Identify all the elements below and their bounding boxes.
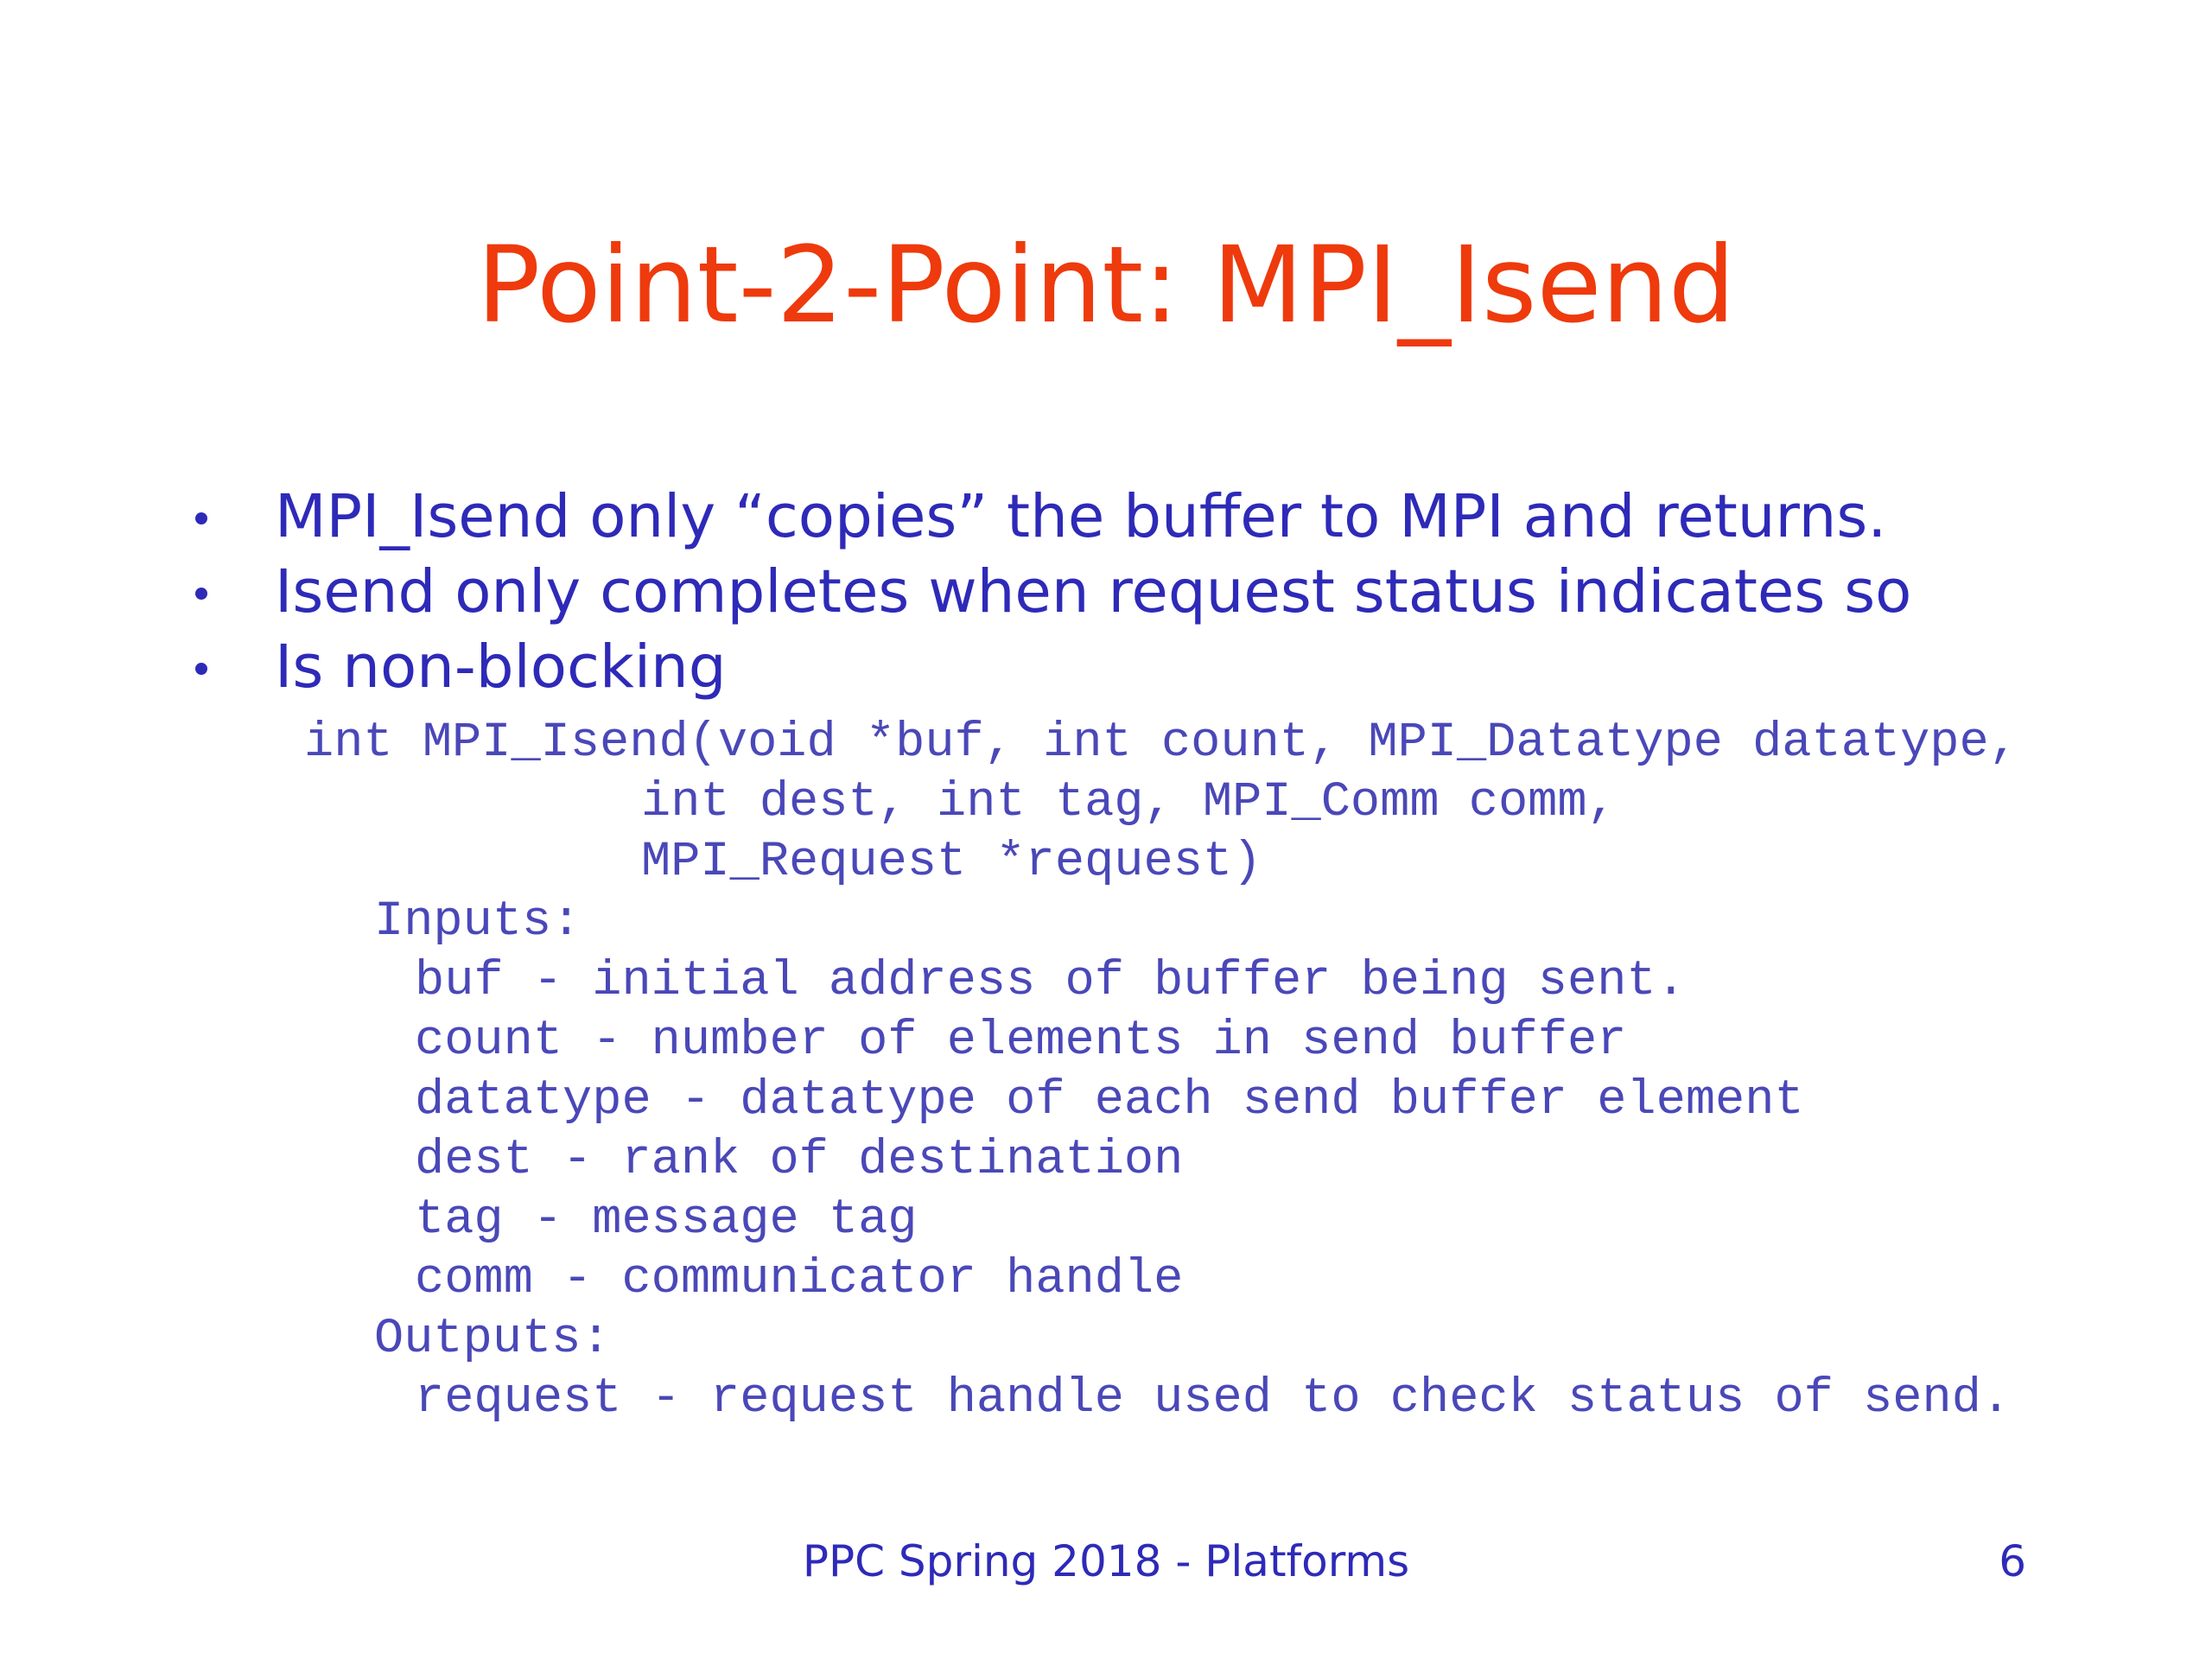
bullet-text: MPI_Isend only “copies” the buffer to MPI and returns. — [275, 482, 1887, 551]
code-line — [0, 1191, 2212, 1250]
footer-text: PPC Spring 2018 - Platforms — [802, 1536, 1410, 1586]
inputs-label: Inputs: — [374, 894, 582, 950]
bullet-text: Isend only completes when request status indicates so — [275, 557, 1912, 626]
code-line — [0, 1370, 2212, 1429]
input-param: buf - initial address of buffer being sent. — [415, 954, 1686, 1009]
code-line — [0, 1250, 2212, 1310]
bullet-item — [0, 630, 2212, 705]
bullet-item — [0, 480, 2212, 555]
function-signature-line: int MPI_Isend(void *buf, int count, MPI_Datatype datatype, — [304, 715, 2018, 771]
bullet-list — [0, 480, 2212, 705]
bullet-text: Is non-blocking — [275, 632, 727, 702]
bullet-dot-icon — [195, 663, 207, 675]
code-line — [0, 1310, 2212, 1370]
function-signature-line: int dest, int tag, MPI_Comm comm, — [641, 775, 1617, 830]
code-line — [0, 714, 2212, 773]
bullet-item — [0, 555, 2212, 630]
input-param: dest - rank of destination — [415, 1133, 1184, 1188]
bullet-dot-icon — [195, 512, 207, 524]
page-number: 6 — [1999, 1536, 2026, 1586]
input-param: count - number of elements in send buffer — [415, 1014, 1627, 1069]
input-param: datatype - datatype of each send buffer element — [415, 1073, 1804, 1128]
code-line — [0, 1071, 2212, 1131]
code-line — [0, 893, 2212, 952]
code-line — [0, 773, 2212, 833]
slide-title: Point-2-Point: MPI_Isend — [476, 224, 1736, 346]
outputs-label: Outputs: — [374, 1312, 611, 1367]
input-param: tag - message tag — [415, 1192, 918, 1248]
code-line — [0, 1131, 2212, 1191]
code-line — [0, 1012, 2212, 1071]
code-block — [0, 714, 2212, 1429]
input-param: comm - communicator handle — [415, 1252, 1184, 1307]
code-line — [0, 952, 2212, 1012]
bullet-dot-icon — [195, 588, 207, 600]
function-signature-line: MPI_Request *request) — [641, 835, 1262, 890]
output-param: request - request handle used to check status of send. — [415, 1371, 2012, 1427]
code-line — [0, 833, 2212, 893]
